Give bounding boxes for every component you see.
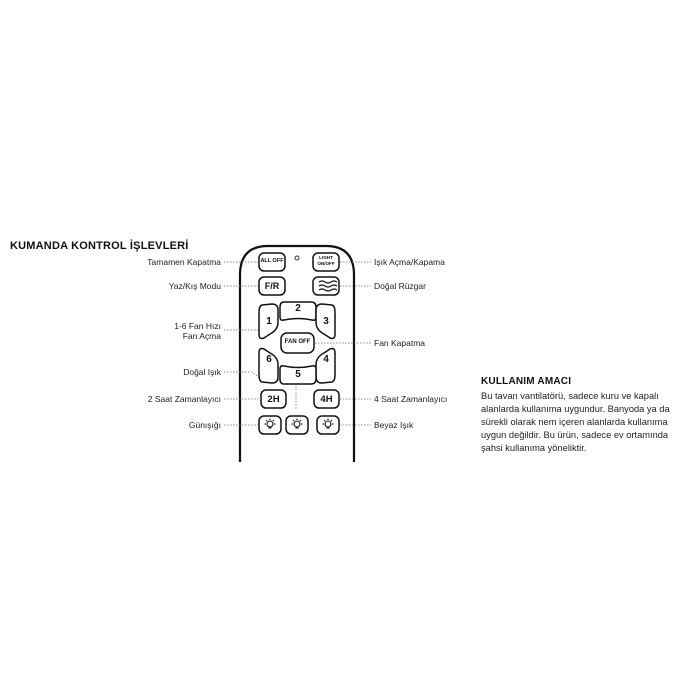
fr-label: F/R xyxy=(264,281,280,291)
label-fan-speed-line2: Fan Açma xyxy=(182,331,221,341)
speed-1-label: 1 xyxy=(266,316,272,327)
fan-off-label: FAN OFF xyxy=(284,339,311,345)
label-fan-speed-line1: 1-6 Fan Hızı xyxy=(174,321,221,331)
label-natural-light: Doğal Işık xyxy=(183,367,221,377)
speed-2-label: 2 xyxy=(295,303,301,314)
label-timer-4h: 4 Saat Zamanlayıcı xyxy=(374,394,448,404)
purpose-line: alanlarda kullanıma uygundur. Banyoda ya da xyxy=(481,404,670,414)
timer-4h-label: 4H xyxy=(320,394,333,405)
light-onoff-label xyxy=(313,255,339,266)
purpose-line: uygun değildir. Bu ürün, sadece ev ortamında xyxy=(481,430,669,440)
label-fan-speed xyxy=(174,321,221,341)
label-mode: Yaz/Kış Modu xyxy=(168,281,221,291)
purpose-text xyxy=(481,390,691,455)
label-light-onoff: Işık Açma/Kapama xyxy=(374,257,445,267)
purpose-line: Bu tavan vantilatörü, sadece kuru ve kapalı xyxy=(481,391,659,401)
label-natural-wind: Doğal Rüzgar xyxy=(374,281,426,291)
label-timer-2h: 2 Saat Zamanlayıcı xyxy=(147,394,221,404)
section-title: KUMANDA KONTROL İŞLEVLERİ xyxy=(10,240,189,252)
speed-3-label: 3 xyxy=(323,316,329,327)
timer-2h-label: 2H xyxy=(267,394,280,405)
label-all-off: Tamamen Kapatma xyxy=(147,257,221,267)
light-label-line1: LIGHT xyxy=(319,255,333,260)
purpose-line: sürekli olarak nem içeren alanlarda kullanıma xyxy=(481,417,668,427)
label-fan-off: Fan Kapatma xyxy=(374,338,426,348)
label-daylight: Günışığı xyxy=(188,420,221,430)
speed-4-label: 4 xyxy=(323,354,329,365)
purpose-title: KULLANIM AMACI xyxy=(481,376,572,387)
speed-6-label: 6 xyxy=(266,354,272,365)
all-off-label: ALL OFF xyxy=(260,258,284,264)
label-white-light: Beyaz Işık xyxy=(374,420,414,430)
purpose-line: şahsi kullanıma yöneliktir. xyxy=(481,443,587,453)
speed-5-label: 5 xyxy=(295,369,301,380)
light-label-line2: ON/OFF xyxy=(317,260,335,266)
